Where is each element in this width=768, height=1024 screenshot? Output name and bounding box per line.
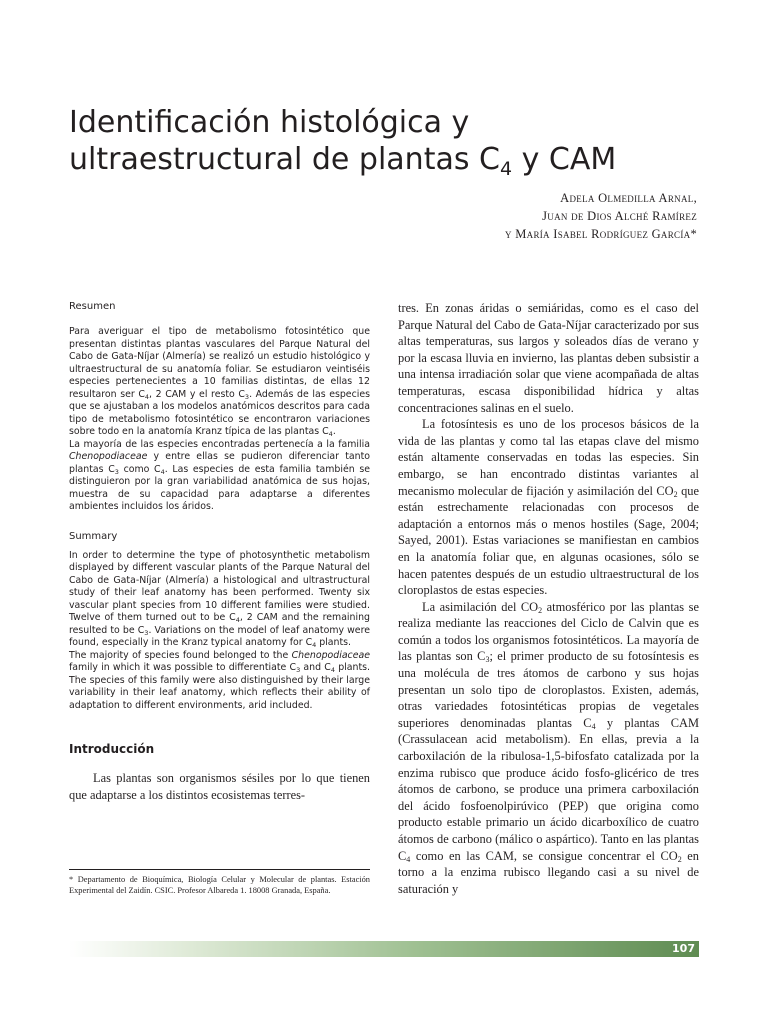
body-paragraph-3: La asimilación del $CO_2$ atmosférico por las plantas se realiza mediante las reacciones del Ciclo de Calvin que es común a todos los organismos fotosintéticos. La mayoría de las plantas son $C_3$; el primer producto de su fotosíntesis es una molécula de tres átomos de carbono y sus hojas presentan un solo tipo de cloroplastos. Existen, además, otras variedades fotosintéticas propias de vegetales superiores denominadas plantas $C_4$ y plantas CAM (Crassulacean acid metabolism). En ellas, previa a la carboxilación de la ribulosa-1,5-bifosfato catalizada por la enzima rubisco que produce ácido fosfo-glicérico de tres átomos de carbono, se produce una primera carboxilación del ácido fosfoenolpirúvico (PEP) que origina como producto estable primario un ácido dicarboxílico de cuatro átomos de carbono (málico o aspártico). Tanto en las plantas $C_4$ como en las CAM, se consigue concentrar el $CO_2$ en torno a la enzima rubisco llegando casi a su nivel de saturación y [398, 599, 699, 896]
introduccion-paragraph: Las plantas son organismos sésiles por lo que tienen que adaptarse a los distintos ecosistemas terres- [69, 771, 370, 802]
page-footer-bar [69, 941, 699, 957]
body-paragraph-1: tres. En zonas áridas o semiáridas, como es el caso del Parque Natural del Cabo de Gata-Níjar caracterizado por sus altas temperaturas, sus largos y soleados días de verano y por la escasa lluvia en invierno, las plantas deben subsistir a una intensa irradiación solar que viene acompañada de altas temperaturas, escasa disponibilidad hídrica y altas concentraciones salinas en el suelo. [398, 301, 699, 415]
title-subscript: 4 [499, 158, 513, 180]
footnote: * Departamento de Bioquímica, Biología Celular y Molecular de plantas. Estación Experimental del Zaidín. CSIC. Profesor Albareda 1. 18008 Granada, España. [69, 869, 370, 897]
article-title [69, 104, 709, 178]
summary-heading: Summary [69, 530, 118, 542]
introduccion-heading: Introducción [69, 742, 155, 756]
title-line-2-end: y CAM [512, 142, 617, 177]
title-line-1: Identificación histológica y [69, 105, 470, 140]
author-2: Juan de Dios Alché Ramírez [542, 209, 697, 223]
right-column [398, 300, 699, 897]
summary-paragraph-1: In order to determine the type of photosynthetic metabolism displayed by different vascular plants of the Parque Natural del Cabo de Gata-Níjar (Almería) a histological and ultrastructural study of their leaf anatomy has been performed. Twenty six vascular plant species from 10 different families were studied. Twelve of them turned out to be $C_4$, 2 CAM and the remaining resulted to be $C_3$. Variations on the model of leaf anatomy were found, especially in the Kranz typical anatomy for $C_4$ plants. [69, 549, 370, 649]
author-list [505, 189, 697, 243]
author-3: y María Isabel Rodríguez García* [505, 227, 697, 241]
left-column [69, 300, 370, 803]
resumen-paragraph-1: Para averiguar el tipo de metabolismo fotosintético que presentan distintas plantas vasculares del Parque Natural del Cabo de Gata-Níjar (Almería) se realizó un estudio histológico y ultraestructural de su anatomía foliar. Se estudiaron veintiséis especies pertenecientes a 10 familias distintas, de ellas 12 resultaron ser $C_4$, 2 CAM y el resto $C_3$. Además de las especies que se ajustaban a los modelos anatómicos descritos para cada tipo de metabolismo fotosintético se encontraron variaciones sobre todo en la anatomía Kranz típica de las plantas $C_4$. [69, 326, 370, 438]
resumen-heading: Resumen [69, 301, 116, 312]
title-line-2: ultraestructural de plantas C [69, 142, 500, 177]
author-1: Adela Olmedilla Arnal, [560, 191, 697, 205]
page-number: 107 [672, 942, 695, 955]
body-paragraph-2: La fotosíntesis es uno de los procesos básicos de la vida de las plantas y como tal las etapas clave del mismo están altamente conservadas en todas las especies. Sin embargo, se han encontrado distintas variantes al mecanismo molecular de fijación y asimilación del $CO_2$ que están estrechamente relacionadas con procesos de adaptación a entornos más o menos hostiles (Sage, 2004; Sayed, 2001). Estas variaciones se manifiestan en cambios en la anatomía foliar que, en algunas ocasiones, sólo se hacen patentes después de un estudio ultraestructural de los cloroplastos de estas especies. [398, 417, 699, 598]
resumen-paragraph-2: La mayoría de las especies encontradas pertenecía a la familia Chenopodiaceae y entre ellas se pudieron diferenciar tanto plantas $C_3$ como $C_4$. Las especies de esta familia también se distinguieron por la gran variabilidad anatómica de sus hojas, muestra de su capacidad para adaptarse a diferentes ambientes incluidos los áridos. [69, 438, 371, 512]
summary-paragraph-2: The majority of species found belonged to the Chenopodiaceae family in which it was possible to differentiate $C_3$ and $C_4$ plants. The species of this family were also distinguished by their large variability in their leaf anatomy, which reflects their ability of adaptation to different environments, arid included. [69, 649, 370, 711]
